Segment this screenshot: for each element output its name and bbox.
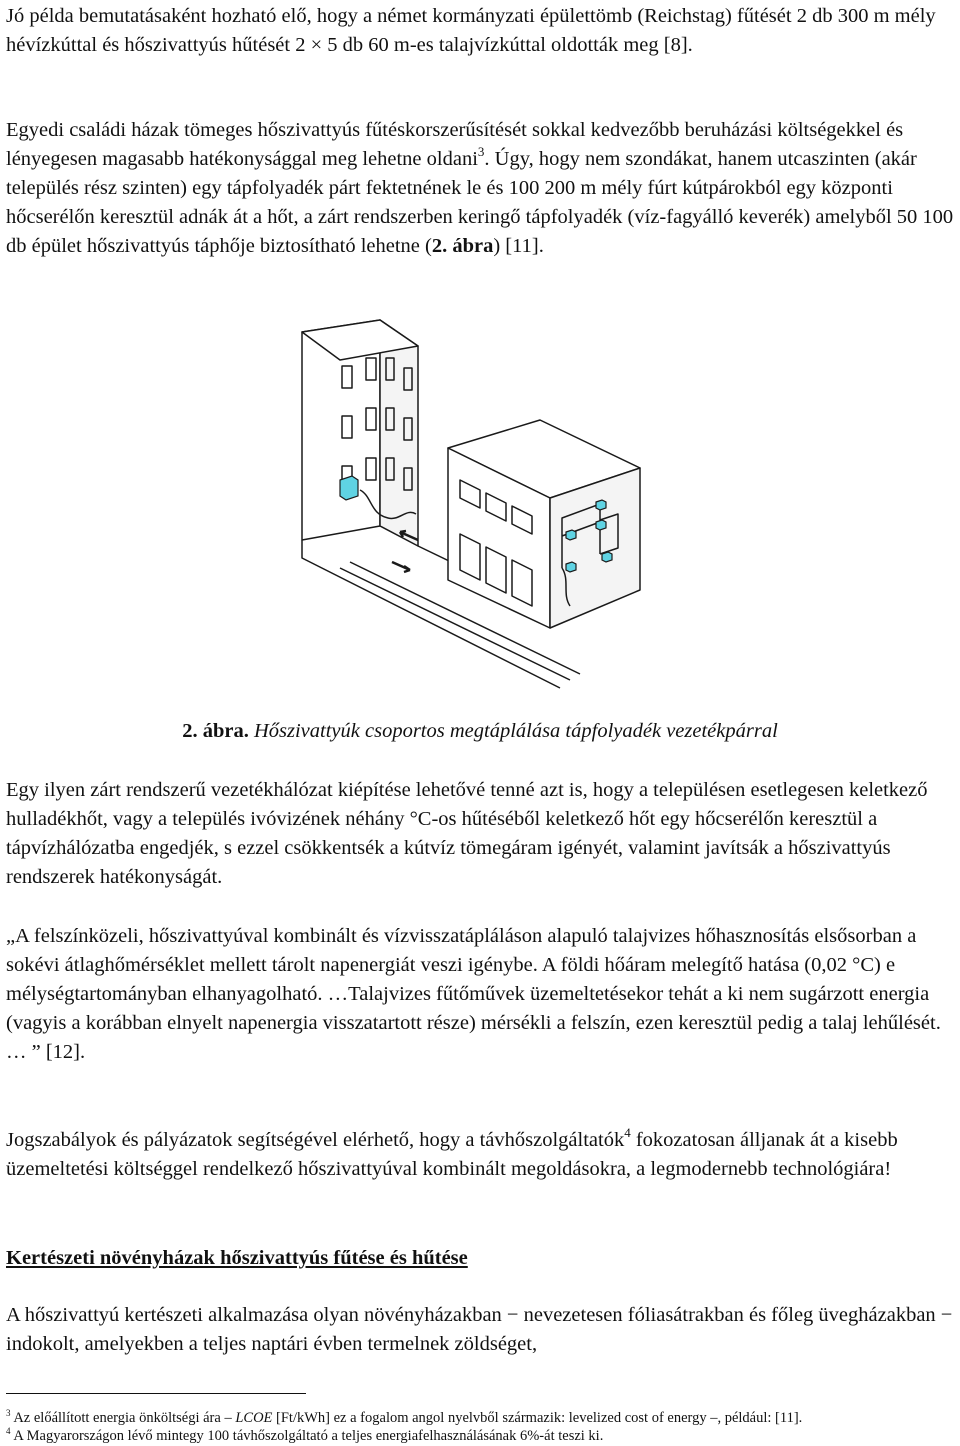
paragraph-quote: „A felszínközeli, hőszivattyúval kombinált és vízvisszatápláláson alapuló talajvizes hőhasznosítás elsősorban a sokévi átlaghőmérséklet mellett tárolt napenergiát veszi igénybe. A földi hőáram melegítő hatása (0,02 °C) e mélységtartományban elhanyagolható. …Talajvizes fűtőművek üzemeltetésekor tehát a ki nem sugárzott energia (vagyis a korábban elnyelt napenergia visszatartott része) mérsékli a felszín, ezen keresztül pedig a talaj lehűlését. … ” [12].: [6, 925, 941, 1063]
paragraph-district-heating: Jogszabályok és pályázatok segítségével elérhető, hogy a távhőszolgáltatók$^4$ fokozatosan álljanak át a kisebb üzemeltetési költséggel rendelkező hőszivattyúval kombinált megoldásokra, a legmodernebb technológiára!: [6, 1125, 898, 1180]
figure-caption: [0, 717, 960, 746]
footnote-4: $^4$ A Magyarországon lévő mintegy 100 távhőszolgáltató a teljes energiafelhasználásának 6%-át teszi ki.: [6, 1426, 604, 1444]
paragraph-family-houses: Egyedi családi házak tömeges hőszivattyús fűtéskorszerűsítését sokkal kedvezőbb beruházási költségekkel és lényegesen magasabb hatékonysággal meg lehetne oldani$^3$. Úgy, hogy nem szondákat, hanem utcaszinten (akár település rész szinten) egy tápfolyadék párt fektetnének le és 100 200 m mély fúrt kútpárokból egy központi hőcserélőn keresztül adnák át a hőt, a zárt rendszerben keringő tápfolyadék (víz-fagyálló keverék) amelyből 50 100 db épület hőszivattyús táphője biztosítható lehetne (2. ábra) [11].: [6, 119, 954, 257]
figure-ref: 2. ábra: [431, 235, 494, 257]
heat-pump-3: [596, 520, 606, 530]
paragraph-greenhouse: A hőszivattyú kertészeti alkalmazása olyan növényházakban − nevezetesen fóliasátrakban és főleg üvegházakban − indokolt, amelyekben a teljes naptári évben termelnek zöldséget,: [6, 1304, 953, 1355]
caption-text: Hőszivattyúk csoportos megtáplálása tápfolyadék vezetékpárral: [253, 720, 778, 742]
paragraph-reichstag: Jó példa bemutatásaként hozható elő, hogy a német kormányzati épülettömb (Reichstag) fűtését 2 db 300 m mély hévízkúttal és hőszivattyús hűtését 2 × 5 db 60 m-es talajvízkúttal oldották meg [8].: [6, 5, 936, 56]
figure-heat-pump-network: [300, 318, 660, 690]
flow-arrow-2: [392, 562, 410, 572]
footnote-3: $^3$ Az előállított energia önköltségi ára – LCOE [Ft/kWh] ez a fogalom angol nyelvből származik: levelized cost of energy –, például: [11].: [6, 1408, 803, 1426]
heat-pump-1: [566, 562, 576, 572]
footnote-divider: [6, 1393, 306, 1394]
figure-illustration: [300, 318, 660, 690]
heat-pump-5: [596, 500, 606, 510]
heat-pump-2: [566, 530, 576, 540]
heat-pump-4: [602, 552, 612, 562]
paragraph-closed-network: Egy ilyen zárt rendszerű vezetékhálózat kiépítése lehetővé tenné azt is, hogy a településen esetlegesen keletkező hulladékhőt, vagy a település ivóvizének néhány °C-os hűtéséből keletkező hőt egy hőcserélőn keresztül a tápvízhálózatba engedjék, s ezzel csökkentsék a kútvíz tömegáram igényét, valamint javítsák a hőszivattyús rendszerek hatékonyságát.: [6, 779, 928, 888]
caption-number: 2. ábra.: [182, 720, 249, 742]
section-heading: Kertészeti növényházak hőszivattyús fűtése és hűtése: [6, 1247, 468, 1269]
heat-pump-tall-building: [340, 476, 358, 500]
footnote-ref-3[interactable]: 3: [477, 144, 485, 160]
footnote-ref-4[interactable]: 4: [624, 1125, 631, 1141]
